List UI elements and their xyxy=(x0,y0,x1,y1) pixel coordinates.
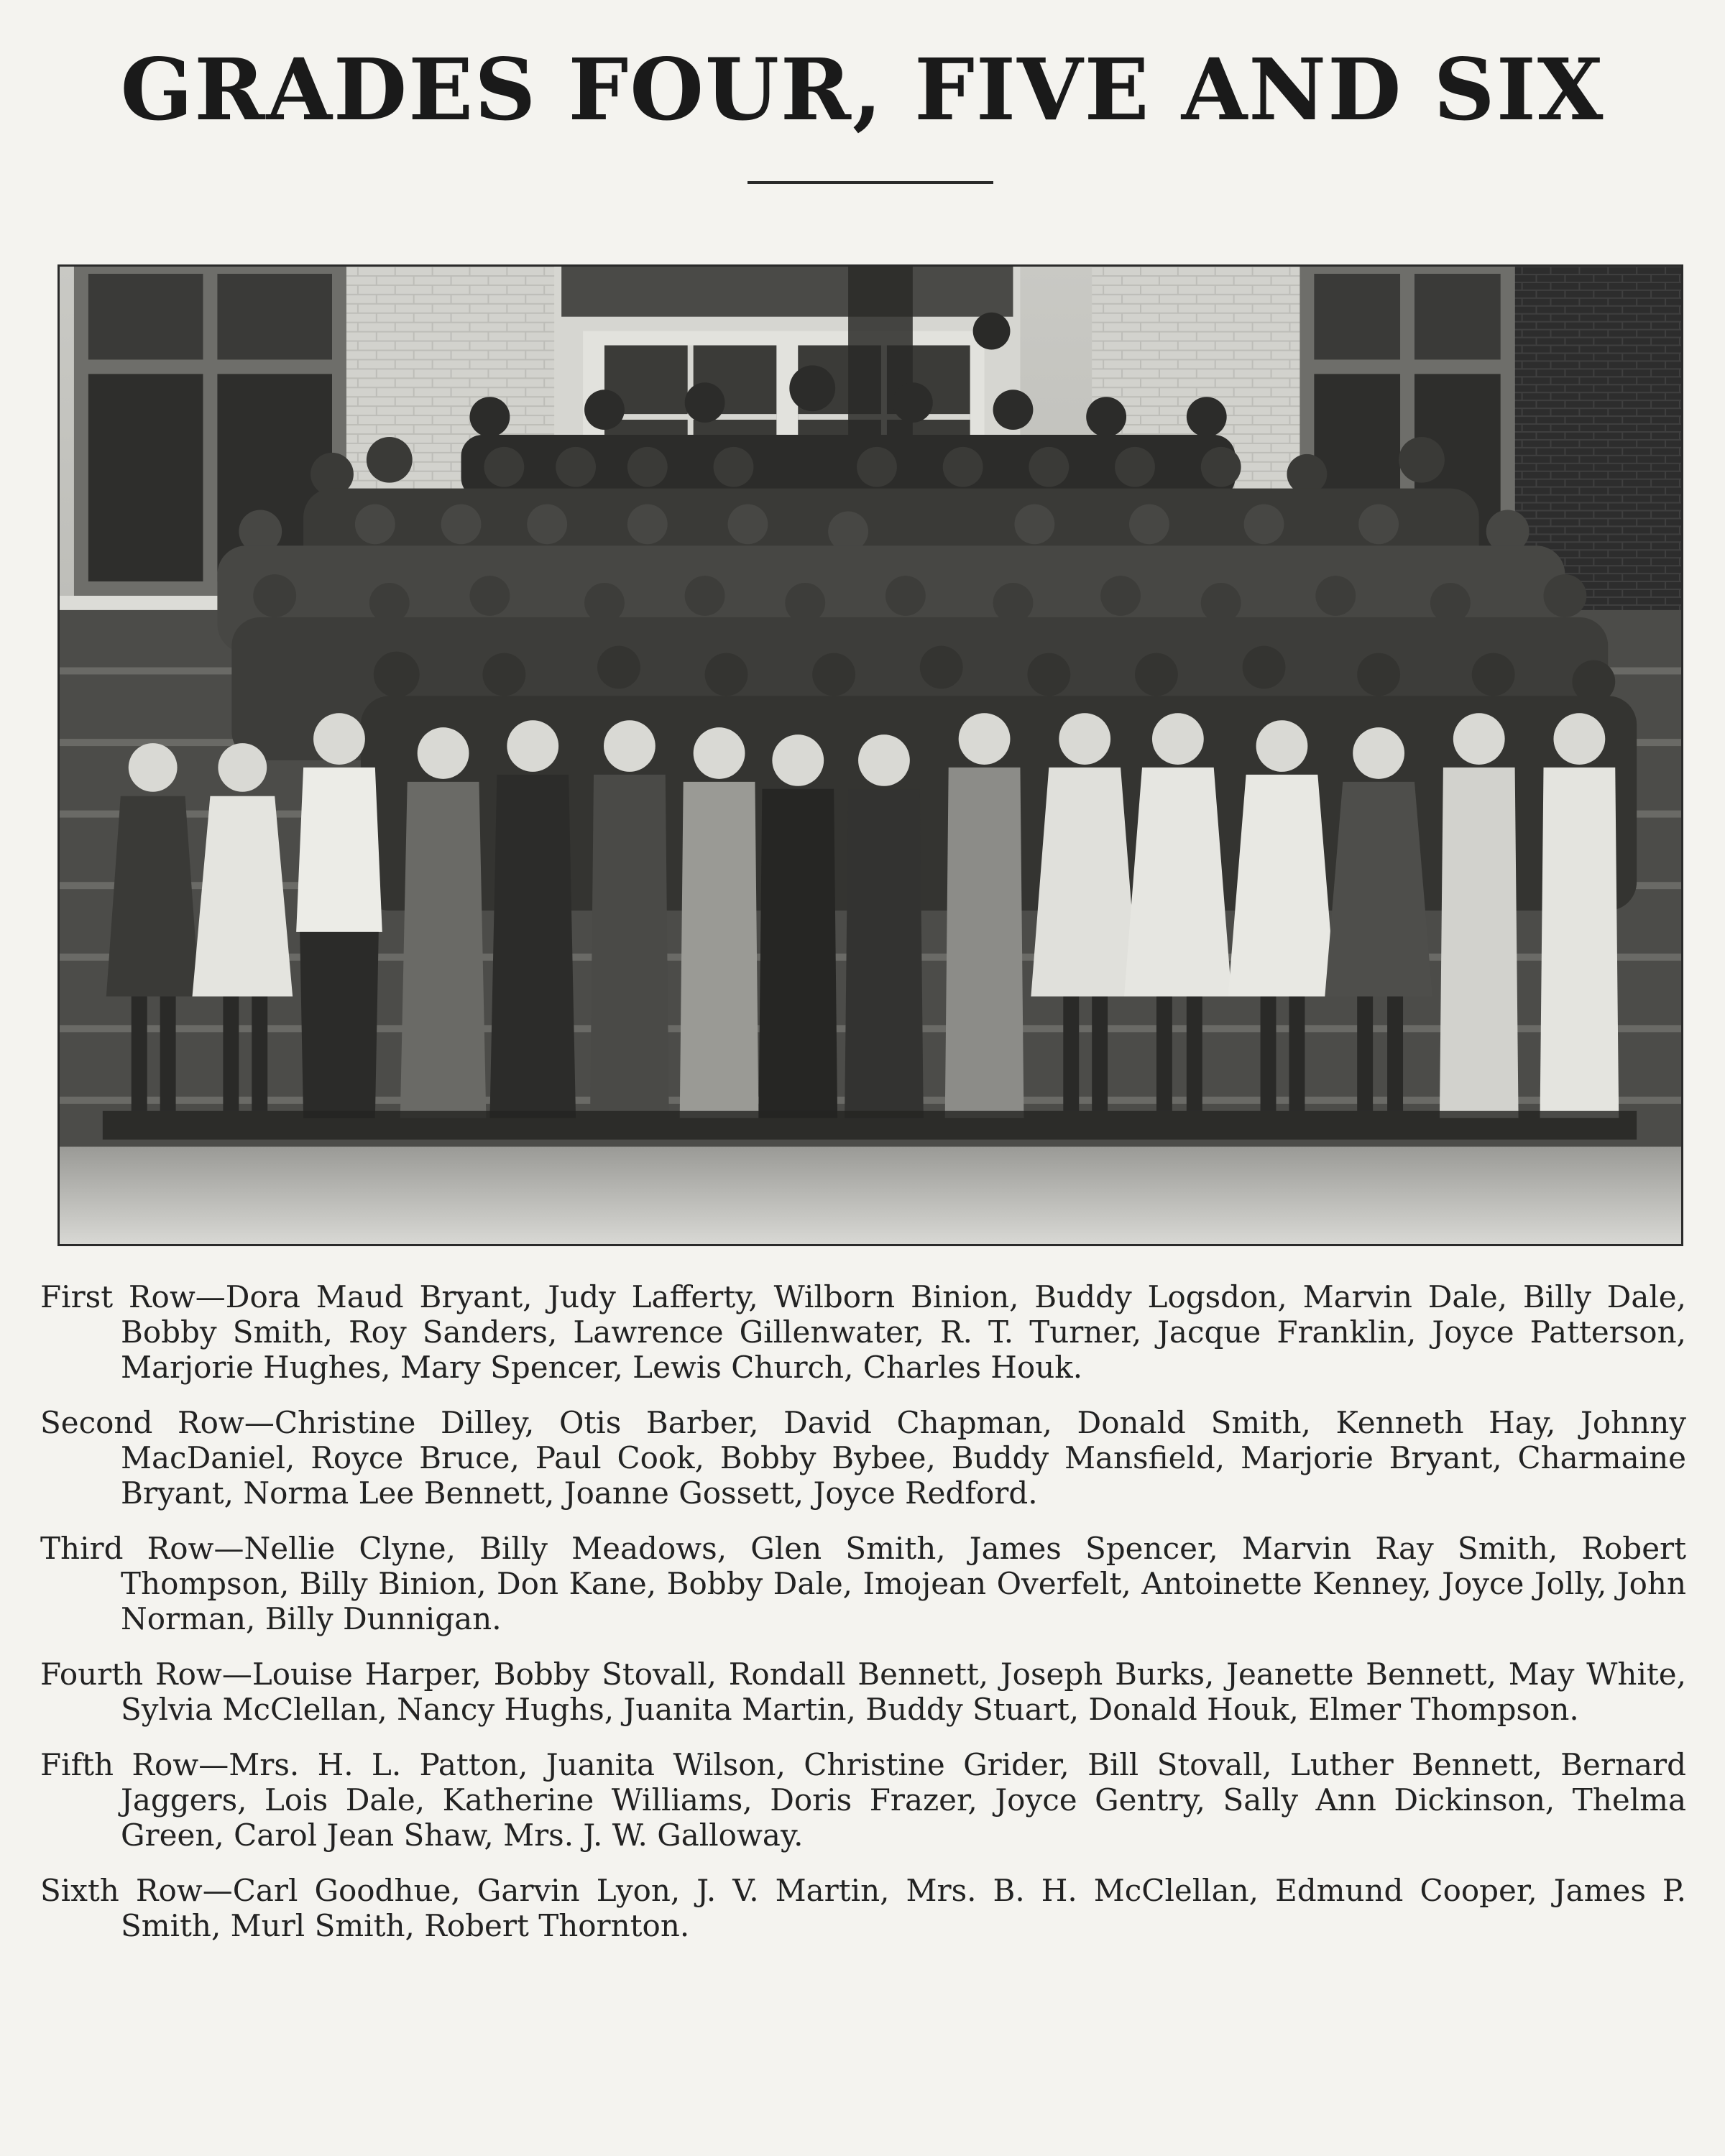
dash: — xyxy=(202,1873,233,1908)
caption-sixth-row xyxy=(40,1873,1686,1943)
row-names: Christine Dilley, Otis Barber, David Chapman, Donald Smith, Kenneth Hay, Johnny MacDaniel, Royce Bruce, Paul Cook, Bobby Bybee, Buddy Mansfield, Marjorie Bryant, Charmaine Bryant, Norma Lee Bennett, Joanne Gossett, Joyce Redford. xyxy=(121,1405,1686,1511)
dash: — xyxy=(244,1405,275,1440)
row-names: Dora Maud Bryant, Judy Lafferty, Wilborn Binion, Buddy Logsdon, Marvin Dale, Billy Dale, Bobby Smith, Roy Sanders, Lawrence Gillenwater, R. T. Turner, Jacque Franklin, Joyce Patterson, Marjorie Hughes, Mary Spencer, Lewis Church, Charles Houk. xyxy=(121,1279,1687,1385)
row-label: Second Row xyxy=(40,1405,244,1440)
caption-fifth-row xyxy=(40,1747,1686,1853)
row-names: Louise Harper, Bobby Stovall, Rondall Bennett, Joseph Burks, Jeanette Bennett, May White, Sylvia McClellan, Nancy Hughs, Juanita Martin, Buddy Stuart, Donald Houk, Elmer Thompson. xyxy=(121,1657,1686,1727)
row-label: First Row xyxy=(40,1279,196,1314)
caption-second-row xyxy=(40,1405,1686,1511)
caption-third-row xyxy=(40,1531,1686,1636)
row-label: Sixth Row xyxy=(40,1873,203,1908)
title-divider xyxy=(748,181,993,184)
row-label: Third Row xyxy=(40,1531,214,1566)
dash: — xyxy=(195,1279,226,1314)
class-photo-illustration xyxy=(60,267,1681,1244)
dash: — xyxy=(198,1747,229,1782)
row-label: Fifth Row xyxy=(40,1747,199,1782)
dash: — xyxy=(213,1531,244,1566)
dash: — xyxy=(221,1657,252,1692)
row-names: Carl Goodhue, Garvin Lyon, J. V. Martin, Mrs. B. H. McClellan, Edmund Cooper, James P. Smith, Murl Smith, Robert Thornton. xyxy=(121,1873,1687,1943)
caption-fourth-row xyxy=(40,1657,1686,1727)
caption-first-row xyxy=(40,1279,1686,1385)
row-names: Nellie Clyne, Billy Meadows, Glen Smith, James Spencer, Marvin Ray Smith, Robert Thompson, Billy Binion, Don Kane, Bobby Dale, Imojean Overfelt, Antoinette Kenney, Joyce Jolly, John Norman, Billy Dunnigan. xyxy=(121,1531,1687,1636)
caption-list xyxy=(40,1279,1686,1963)
page-title: GRADES FOUR, FIVE AND SIX xyxy=(120,40,1605,139)
row-label: Fourth Row xyxy=(40,1657,222,1692)
row-names: Mrs. H. L. Patton, Juanita Wilson, Christine Grider, Bill Stovall, Luther Bennett, Bernard Jaggers, Lois Dale, Katherine Williams, Doris Frazer, Joyce Gentry, Sally Ann Dickinson, Thelma Green, Carol Jean Shaw, Mrs. J. W. Galloway. xyxy=(121,1747,1686,1853)
class-photo xyxy=(58,264,1683,1246)
